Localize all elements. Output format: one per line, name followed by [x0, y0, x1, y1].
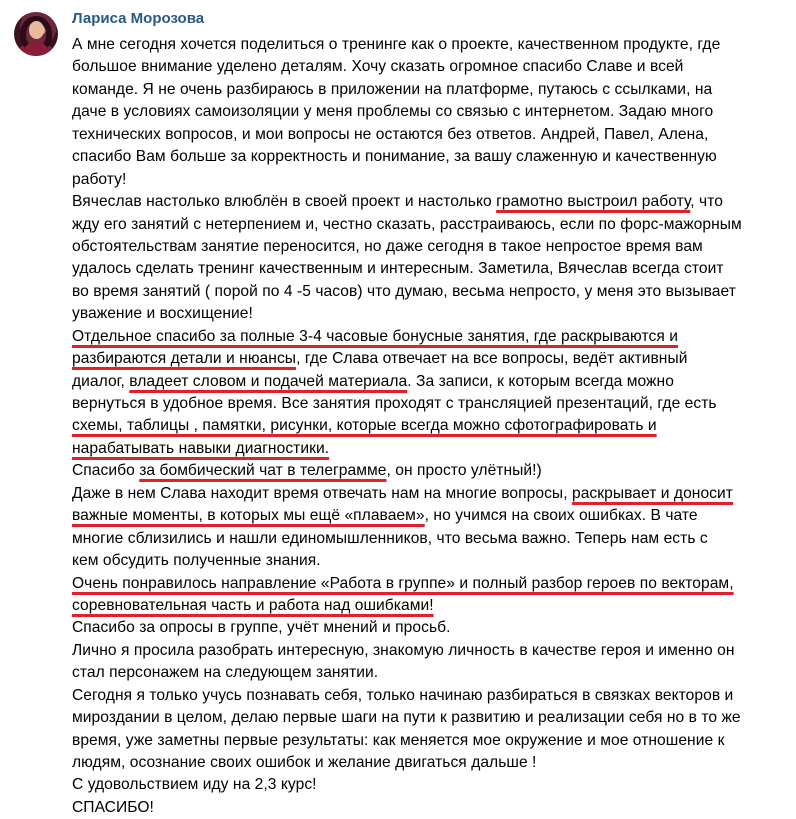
- text-segment: , он просто улётный!): [386, 462, 542, 480]
- text-line: [72, 214, 784, 236]
- text-segment: во время занятий ( порой по 4 -5 часов) что думаю, весьма непросто, у меня это вызывает: [72, 282, 736, 300]
- text-line: [72, 730, 784, 752]
- text-segment: Вячеслав настолько влюблён в своей проект и настолько: [72, 193, 497, 211]
- post-text: [72, 34, 784, 819]
- text-line: [72, 146, 784, 168]
- underlined-phrase: разбираются детали и нюансы: [72, 350, 297, 368]
- text-line: [72, 236, 784, 258]
- text-line: [72, 281, 784, 303]
- text-segment: , где Слава отвечает на все вопросы, ведёт активный: [296, 350, 688, 368]
- text-segment: стал персонажем на следующем занятии.: [72, 664, 379, 682]
- underlined-phrase: за бомбический чат в телеграмме: [139, 462, 387, 480]
- text-segment: большое внимание уделено деталям. Хочу сказать огромное спасибо Славе и всей: [72, 58, 684, 76]
- text-segment: Спасибо за опросы в группе, учёт мнений и просьб.: [72, 619, 451, 637]
- text-segment: Сегодня я только учусь познавать себя, только начинаю разбираться в связках векторов и: [72, 686, 734, 704]
- text-line: [72, 707, 784, 729]
- underlined-phrase: соревновательная часть и работа над ошибками!: [72, 596, 434, 614]
- text-segment: вернуться в удобное время. Все занятия проходят с трансляцией презентаций, где есть: [72, 395, 717, 412]
- text-line: [72, 34, 784, 56]
- underlined-phrase: владеет словом и подачей материала: [129, 372, 408, 390]
- text-line: [72, 303, 784, 325]
- text-line: [72, 415, 784, 437]
- text-segment: удалось сделать тренинг качественным и интересным. Заметила, Вячеслав всегда стоит: [72, 260, 724, 278]
- text-line: [72, 169, 784, 191]
- text-line: [72, 573, 784, 595]
- avatar[interactable]: [14, 12, 58, 56]
- text-segment: диалог,: [72, 372, 130, 390]
- text-line: [72, 371, 784, 393]
- underlined-phrase: раскрывает и доносит: [571, 484, 733, 502]
- underlined-phrase: важные моменты, в которых мы ещё «плаваем»: [72, 507, 425, 525]
- text-line: [72, 752, 784, 774]
- underlined-phrase: грамотно выстроил работу: [496, 193, 691, 211]
- text-line: [72, 460, 784, 482]
- text-segment: , что: [690, 193, 723, 211]
- text-segment: С удовольствием иду на 2,3 курс!: [72, 776, 317, 794]
- text-line: [72, 79, 784, 101]
- text-line: [72, 528, 784, 550]
- text-line: [72, 258, 784, 280]
- underlined-phrase: Очень понравилось направление «Работа в группе» и полный разбор героев по векторам,: [72, 574, 734, 592]
- text-segment: Лично я просила разобрать интересную, знакомую личность в качестве героя и именно он: [72, 641, 735, 659]
- text-segment: уважение и восхищение!: [72, 305, 253, 323]
- text-segment: жду его занятий с нетерпением и, честно сказать, расстраиваюсь, если по форс-мажорным: [72, 215, 742, 233]
- text-segment: СПАСИБО!: [72, 798, 154, 816]
- underlined-phrase: нарабатывать навыки диагностики.: [72, 439, 330, 457]
- text-line: [72, 662, 784, 684]
- text-segment: Даже в нем Слава находит время отвечать нам на многие вопросы,: [72, 484, 572, 502]
- text-segment: А мне сегодня хочется поделиться о тренинге как о проекте, качественном продукте, где: [72, 36, 721, 53]
- text-segment: . За записи, к которым всегда можно: [407, 372, 674, 390]
- text-segment: кем обсудить полученные знания.: [72, 552, 321, 570]
- text-segment: время, уже заметны первые результаты: как меняется мое окружение и мое отношение к: [72, 731, 725, 749]
- text-segment: обстоятельствам занятие переносится, но даже сегодня в такое непростое время вам: [72, 237, 703, 255]
- text-line: [72, 774, 784, 796]
- text-line: [72, 56, 784, 78]
- text-line: [72, 685, 784, 707]
- text-segment: мироздании в целом, делаю первые шаги на пути к развитию и реализации себя но в то же: [72, 709, 741, 727]
- underlined-phrase: Отдельное спасибо за полные 3-4 часовые бонусные занятия, где раскрываются и: [72, 327, 678, 345]
- text-segment: людям, осознание своих ошибок и желание двигаться дальше !: [72, 754, 537, 771]
- text-line: [72, 101, 784, 123]
- text-line: [72, 483, 784, 505]
- text-segment: работу!: [72, 170, 127, 188]
- text-segment: Спасибо: [72, 462, 140, 480]
- text-line: [72, 326, 784, 348]
- text-line: [72, 617, 784, 639]
- text-line: [72, 797, 784, 819]
- text-line: [72, 124, 784, 146]
- text-line: [72, 348, 784, 370]
- text-segment: даче в условиях самоизоляции у меня проблемы со связью с интернетом. Задаю много: [72, 103, 714, 121]
- text-segment: технических вопросов, и мои вопросы не остаются без ответов. Андрей, Павел, Алена,: [72, 125, 709, 143]
- underlined-phrase: схемы, таблицы , памятки, рисунки, которые всегда можно сфотографировать и: [72, 417, 657, 435]
- text-segment: спасибо Вам больше за корректность и понимание, за вашу слаженную и качественную: [72, 148, 717, 166]
- text-line: [72, 640, 784, 662]
- text-line: [72, 191, 784, 213]
- text-line: [72, 505, 784, 527]
- text-line: [72, 550, 784, 572]
- text-line: [72, 595, 784, 617]
- text-segment: , но учимся на своих ошибках. В чате: [424, 507, 698, 525]
- text-line: [72, 438, 784, 460]
- author-name[interactable]: Лариса Морозова: [72, 10, 205, 27]
- text-line: [72, 393, 784, 415]
- text-segment: многие сблизились и нашли единомышленников, что весьма важно. Теперь нам есть с: [72, 529, 708, 547]
- avatar-face: [29, 21, 44, 39]
- text-segment: команде. Я не очень разбираюсь в приложении на платформе, путаюсь с ссылками, на: [72, 80, 713, 98]
